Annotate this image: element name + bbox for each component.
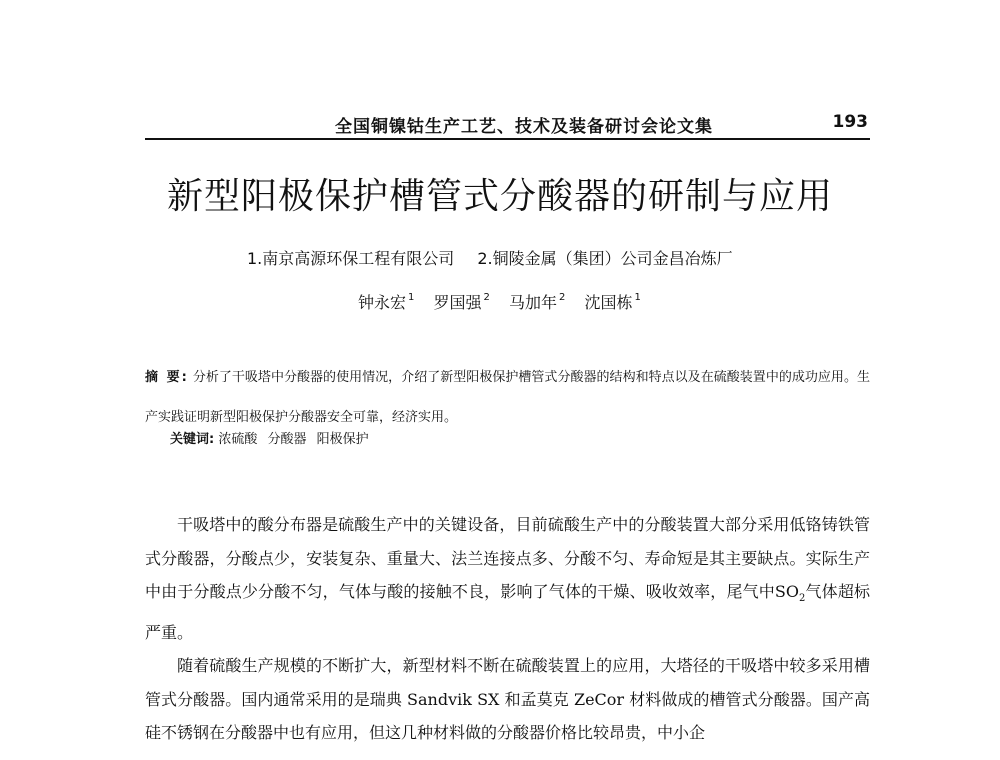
abstract-label: 摘 要: [145,370,189,385]
keywords-label: 关键词: [170,432,215,447]
affiliation-1: 1.南京高源环保工程有限公司 [247,249,455,268]
paper-title: 新型阳极保护槽管式分酸器的研制与应用 [166,176,833,217]
author: 沈国栋 $^1$ [584,292,641,312]
author: 钟永宏 $^1$ [358,292,415,312]
body-text [145,508,870,750]
abstract-text: 分析了干吸塔中分酸器的使用情况，介绍了新型阳极保护槽管式分酸器的结构和特点以及在硫酸装置中的成功应用。生产实践证明新型阳极保护分酸器安全可靠，经济实用。 [145,370,870,425]
paragraph-2: 随着硫酸生产规模的不断扩大，新型材料不断在硫酸装置上的应用，大塔径的干吸塔中较多采用槽管式分酸器。国内通常采用的是瑞典 Sandvik SX 和孟莫克 ZeCor 材料做成的槽管式分酸器。国产高硅不锈钢在分酸器中也有应用，但这几种材料做的分酸器价格比较昂贵，中小企 [145,656,870,743]
affiliations [247,246,733,269]
abstract [145,358,870,438]
keyword: 分酸器 [267,432,307,447]
author: 马加年 $^2$ [508,292,566,312]
page-number: 193 [832,112,868,132]
running-header [145,112,870,140]
keywords [170,428,369,447]
affiliation-2: 2.铜陵金属（集团）公司金昌冶炼厂 [477,249,733,268]
keyword: 浓硫酸 [218,432,258,447]
author-list [358,290,641,313]
paragraph-1: 干吸塔中的酸分布器是硫酸生产中的关键设备，目前硫酸生产中的分酸装置大部分采用低铬铸铁管式分酸器，分酸点少，安装复杂、重量大、法兰连接点多、分酸不匀、寿命短是其主要缺点。实际生产中由于分酸点少分酸不匀，气体与酸的接触不良，影响了气体的干燥、吸收效率，尾气中$SO_2$气体超标严重。 [145,515,870,642]
keyword: 阳极保护 [316,432,369,447]
author: 罗国强 $^2$ [433,292,490,312]
running-title: 全国铜镍钴生产工艺、技术及装备研讨会论文集 [335,117,713,137]
